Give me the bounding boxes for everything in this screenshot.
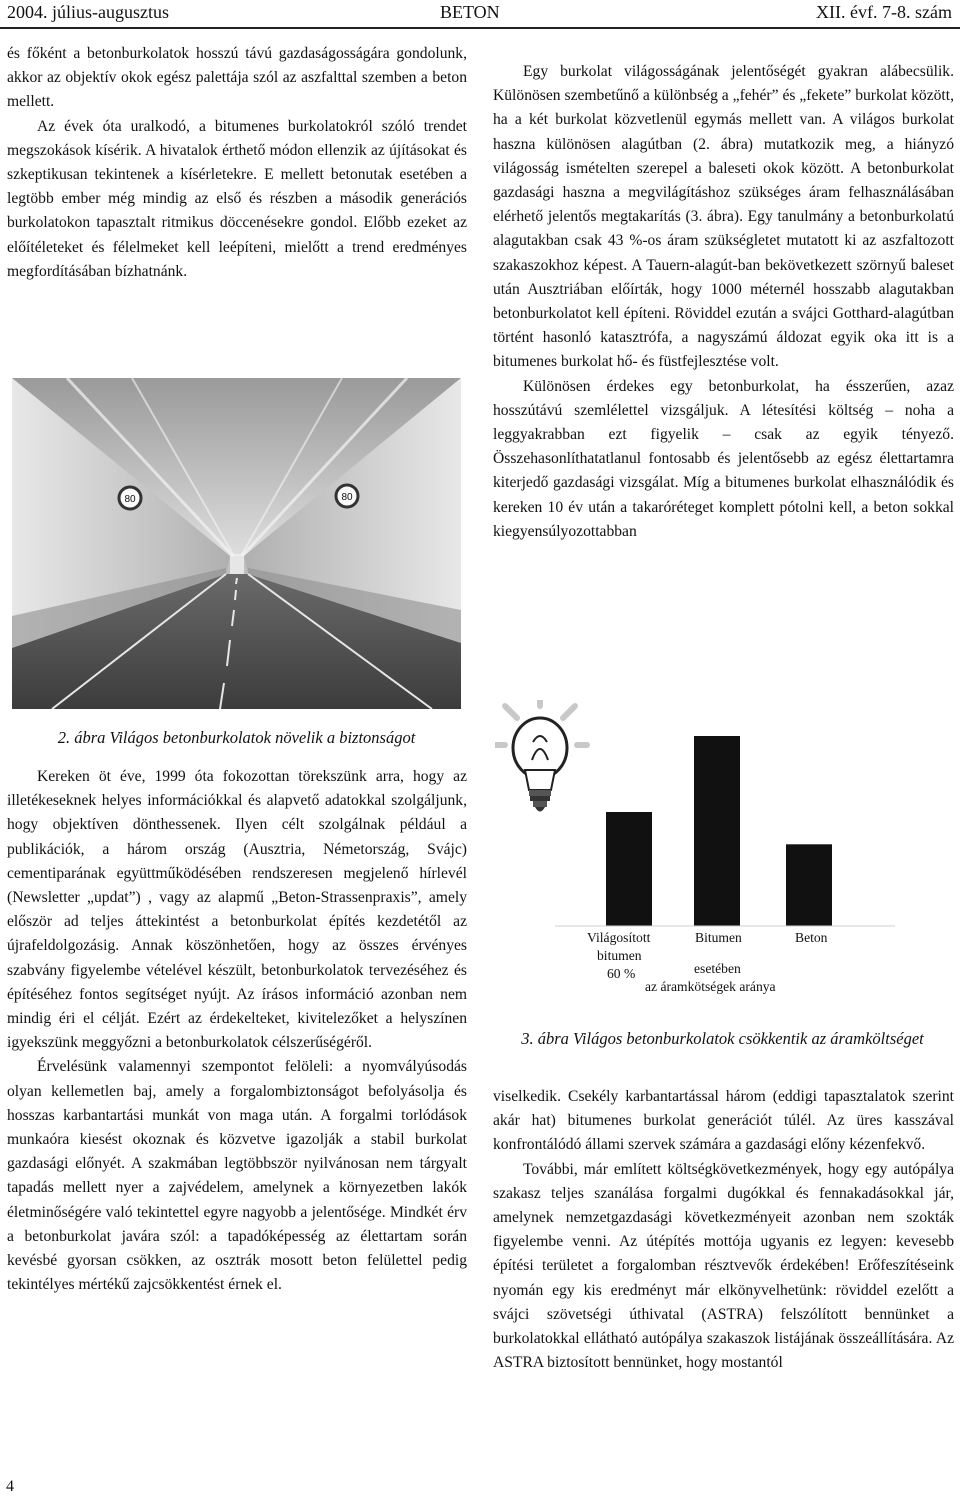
header-journal: BETON [440, 2, 500, 22]
bar-3 [786, 844, 832, 926]
page-header [0, 0, 960, 29]
light-bulb-icon [495, 700, 587, 812]
x-axis-caption: az áramkötségek aránya [645, 979, 776, 994]
tunnel-photo [12, 378, 461, 709]
bar-2 [694, 736, 740, 926]
bar-1 [606, 812, 652, 926]
category-label-1-line3: 60 % [607, 966, 636, 981]
paragraph: Egy burkolat világosságának jelentőségét gyakran alábecsülik. Különösen szembetűnő a különbség a „fehér” és „fekete” burkolat között, ha a két burkolat közvetlenül egymás mellett van. A világos burkolat haszna különösen alagútban (2. ábra) mutatkozik meg, a hiányzó világosság ismételten szerepel a baleseti okok között. A betonburkolat gazdasági haszna a megvilágításhoz szükséges áram felhasználásában elérhető jelentős megtakarítás (3. ábra). Egy tanulmány a betonburkolatú alagutakban csak 43 %-os áram szükségletet mutatott ki az aszfaltozott szakaszokhoz képest. A Tauern-alagút-ban bekövetkezett szörnyű baleset után Ausztriában előírták, hogy 1000 méternél hosszabb alagutakban betonburkolatot kell építeni. Röviddel ezután a svájci Gotthard-alagútban történt hasonló katasztrófa, a nagyszámú áldozat egyik oka itt is a bitumenes burkolat hő- és füstfejlesztése volt. [493, 63, 954, 371]
figure-3-caption: 3. ábra Világos betonburkolatok csökkentik az áramköltséget [521, 1029, 924, 1048]
header-date: 2004. július-augusztus [7, 2, 169, 22]
page-number: 4 [6, 1478, 14, 1495]
paragraph: Érvelésünk valamennyi szempontot felöleli: a nyomvályúsodás olyan kellemetlen baj, amely a forgalombiztonságot befolyásolja és hosszas karbantartási munkát von maga után. A forgalmi torlódások munkaóra kiesést okoznak és közvetve igazolják a stabil burkolat gazdasági előnyét. A szakmában legtöbbször nyilvánosan nem tárgyalt tapadás mellett nyer a zajvédelem, amelynek a környezetben lakók életminőségére való tekintettel egyre nagyobb a jelentősége. Mindkét érv a betonburkolat javára szól: a tapadóképesség az élettartam során kevésbé gyorsan csökken, az osztrák mosott beton felülettel pedig tekintélyes mértékű zajcsökkentést érnek el. [7, 1058, 467, 1294]
paragraph: Különösen érdekes egy betonburkolat, ha ésszerűen, azaz hosszútávú szemlélettel vizsgáljuk. A létesítési költség – noha a leggyakrabban ezt figyelik – csak az egyik tényező. Összehasonlíthatatlanul fontosabb és jelentősebb az egész élettartamra kiterjedő gazdasági vizsgálat. Míg a bitumenes burkolat elhasználódik és kereken 10 év után a takaróréteget komplett pótolni kell, a beton sokkal kiegyensúlyozottabban [493, 377, 954, 540]
category-label-2-line1: Bitumen [695, 930, 742, 945]
tunnel-illustration [12, 378, 461, 709]
header-volume: XII. évf. 7-8. szám [816, 2, 952, 22]
paragraph: További, már említett költségkövetkezmények, hogy egy autópálya szakasz teljes szanálása forgalmi dugókkal és fennakadásokkal jár, amelynek nemzetgazdasági következményeit azonban nem szokták figyelembe venni. Az útépítés mottója ugyanis ez legyen: kevesebb építési területet a forgalomban résztvevők érdekében! Erőfeszítéseink nyomán egy kis eredményt már elkönyvelhetünk: röviddel ezelőtt a svájci szövetségi úthivatal (ASTRA) felszólított bennünket a burkolatokkal ellátható autópálya szakaszok listájának összeállítására. Az ASTRA biztosított bennünket, hogy mostantól [493, 1160, 954, 1372]
right-column-top-text [493, 60, 954, 544]
figure-2-caption: 2. ábra Világos betonburkolatok növelik a biztonságot [57, 728, 416, 747]
category-label-1-line1: Világosított [587, 930, 651, 945]
left-column-top-text [7, 42, 467, 284]
paragraph: Kereken öt éve, 1999 óta fokozottan törekszünk arra, hogy az illetékeseknek helyes információkkal és alapvető adatokkal szolgáljunk, hogy objektíven dönthessenek. Ilyen célt szolgálnak például a publikációk, a három ország (Ausztria, Németország, Svájc) cementiparának együttműködésében rendszeresen megjelenő hírlevél (Newsletter „updat”) , vagy az alapmű „Beton-Strassenpraxis”, amely először ad teljes áttekintést a betonburkolat építés kezdetétől az újrafeldolgozásig. Annak köszönhetően, hogy az összes érvényes szabvány figyelembe vételével készült, betonburkolatok tervezéséhez és építéséhez fontos segítséget nyújt. Az írásos információ azonban nem mindig éri el célját. Ezért az érdekelteket, kivitelezőket a helyszínen igyekszünk meggyőzni a betonburkolatok célszerűségéről. [7, 768, 467, 1052]
right-column-bottom-text [493, 1085, 954, 1375]
paragraph: viselkedik. Csekély karbantartással három (eddigi tapasztalatok szerint akár hat) bitumenes burkolat generációt túlél. Az üres kasszával konfrontálódó állami szervek számára a gazdasági előny kézenfekvő. [493, 1088, 954, 1154]
speed-sign-right-text: 80 [341, 492, 353, 503]
bars-layer [606, 736, 832, 926]
figure-3-chart [495, 700, 955, 1010]
category-label-1-line2: bitumen [597, 948, 642, 963]
category-label-3: Beton [795, 930, 828, 945]
speed-sign-left-text: 80 [124, 494, 136, 505]
left-column-bottom-text [7, 765, 467, 1297]
paragraph: Az évek óta uralkodó, a bitumenes burkolatokról szóló trendet megszokások kísérik. A hivatalok érthető módon ellenzik az újításokat és szkeptikusan tekintenek a kísérletekre. E mellett betonutak esetében a legtöbb ember még mindig az első és részben a második generációs burkolatokon tapasztalt ritmikus döccenésekre gondol. Előbb ezeket az előítéleteket és félelmeket kell leépíteni, mielőtt a trend eredményes megfordításában bízhatnánk. [7, 117, 467, 280]
paragraph: és főként a betonburkolatok hosszú távú gazdaságosságára gondolunk, akkor az objektív okok egész palettája szól az aszfalttal szemben a beton mellett. [7, 45, 467, 111]
category-label-2-line2: esetében [694, 961, 741, 976]
